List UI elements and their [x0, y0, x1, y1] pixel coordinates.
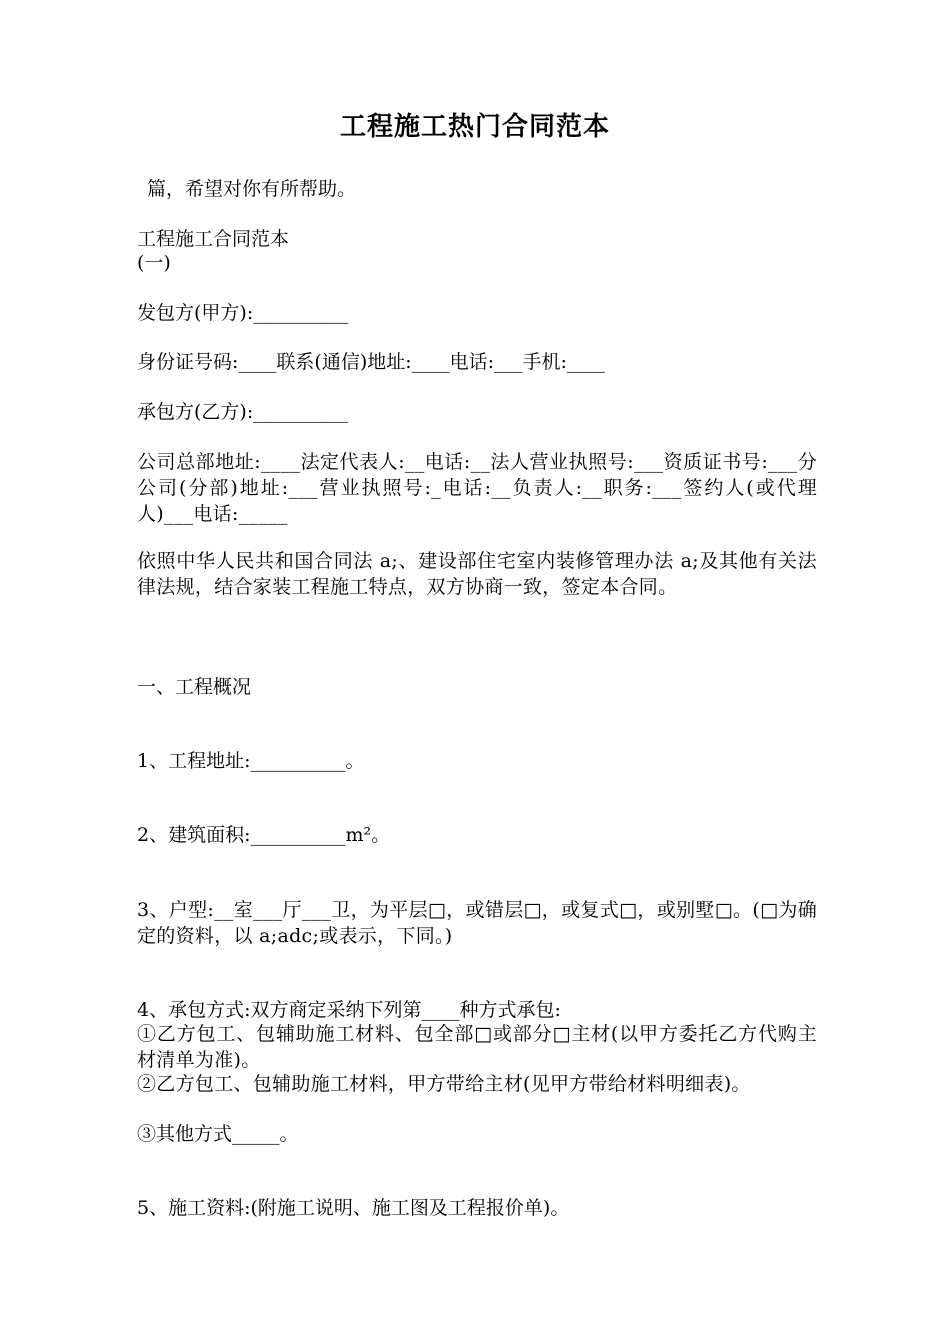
party-a-line: 发包方(甲方):__________ — [137, 302, 349, 324]
item-building-area: 2、建筑面积:__________m²。 — [137, 824, 391, 846]
section-heading-overview: 一、工程概况 — [137, 676, 252, 698]
party-a-details: 身份证号码:____联系(通信)地址:____电话:___手机:____ — [137, 351, 605, 373]
item-method-option-3: ③其他方式_____。 — [137, 1123, 299, 1145]
party-b-line: 承包方(乙方):__________ — [137, 401, 349, 423]
item-method-option-1: ①乙方包工、包辅助施工材料、包全部□或部分□主材(以甲方委托乙方代购主材清单为准)。 — [137, 1023, 817, 1071]
item-construction-docs: 5、施工资料:(附施工说明、施工图及工程报价单)。 — [137, 1197, 570, 1219]
document-title: 工程施工热门合同范本 — [339, 112, 610, 142]
party-b-details: 公司总部地址:____法定代表人:__电话:__法人营业执照号:___资质证书号:___分公司(分部)地址:___营业执照号:_电话:__负责人:__职务:___签约人(或代理人)___电话:_____ — [137, 451, 817, 525]
item-house-type: 3、户型:__室___厅___卫，为平层□，或错层□，或复式□，或别墅□。(□为确定的资料，以 a;adc;或表示，下同。) — [137, 899, 817, 947]
contract-heading: 工程施工合同范本 — [137, 228, 290, 250]
item-contract-method: 4、承包方式:双方商定采纳下列第____种方式承包: — [137, 999, 561, 1021]
item-project-address: 1、工程地址:__________。 — [137, 750, 365, 772]
contract-number: (一) — [137, 252, 171, 274]
item-method-option-2: ②乙方包工、包辅助施工材料，甲方带给主材(见甲方带给材料明细表)。 — [137, 1073, 751, 1095]
contract-basis: 依照中华人民共和国合同法 a;、建设部住宅室内装修管理办法 a;及其他有关法律法规，结合家装工程施工特点，双方协商一致，签定本合同。 — [137, 550, 817, 598]
intro-text: 篇，希望对你有所帮助。 — [147, 178, 357, 200]
